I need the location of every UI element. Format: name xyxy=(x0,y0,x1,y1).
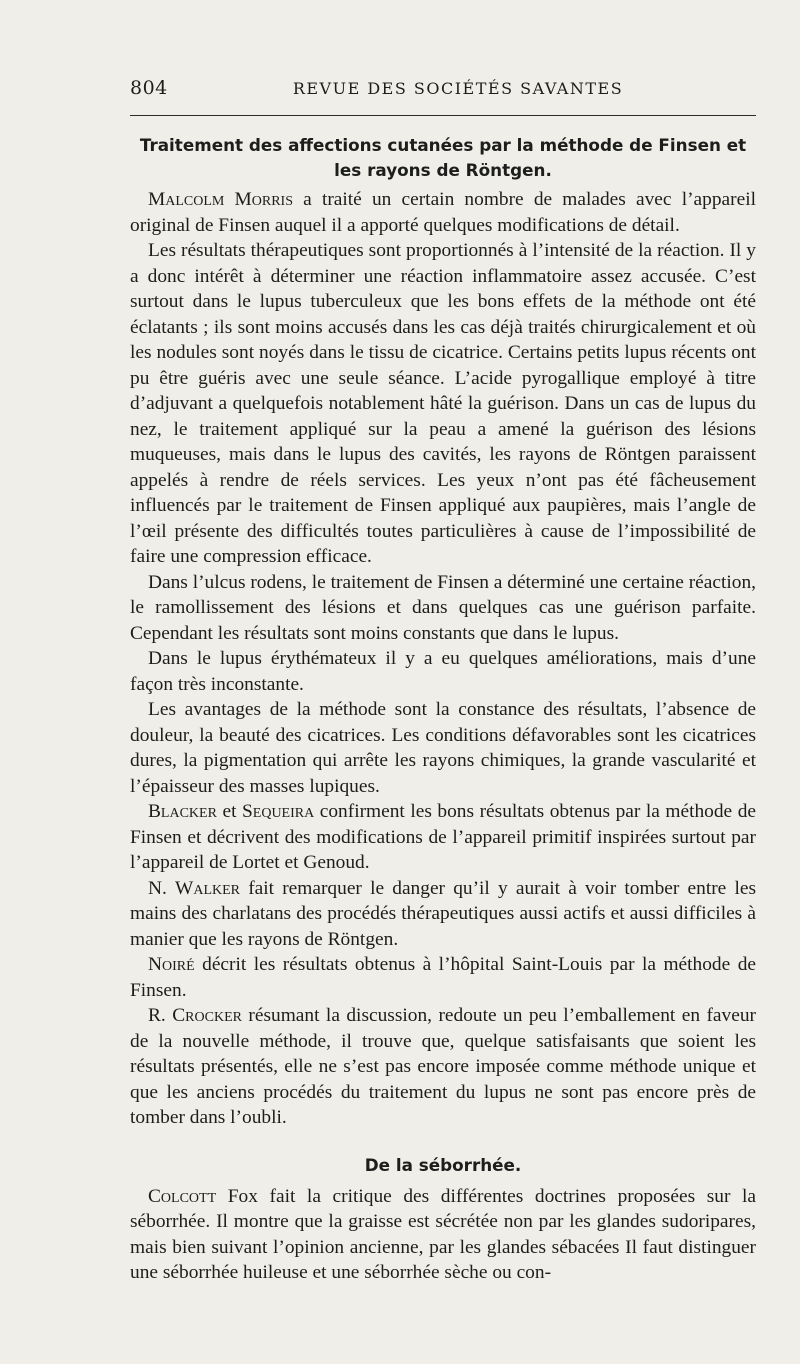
paragraph-blacker-sequeira: Blacker et Sequeira confirment les bons résultats obtenus par la méthode de Finsen et décrivent des modifications de l’appareil primitif inspirées surtout par l’appareil de Lortet et Genoud. xyxy=(130,801,756,873)
page-number: 804 xyxy=(130,77,168,99)
paragraph-colcott-fox: Colcott Fox fait la critique des différentes doctrines proposées sur la séborrhée. Il montre que la graisse est sécrétée non par les glandes sudoripares, mais bien suivant l’opinion ancienne, par les glandes sébacées Il faut distinguer une séborrhée huileuse et une séborrhée sèche ou con- xyxy=(130,1185,756,1283)
section-title-seborrhee: De la séborrhée. xyxy=(364,1154,522,1175)
section-spacer xyxy=(130,1131,756,1153)
author-name: Blacker xyxy=(148,801,217,822)
author-name: Sequeira xyxy=(242,801,315,822)
paragraph-avantages: Les avantages de la méthode sont la constance des résultats, l’absence de douleur, la beauté des cicatrices. Les conditions défavorables sont les cicatrices dures, la pigmentation qui arrête les rayons chimiques, la grande vascularité et l’épaisseur des masses lupiques. xyxy=(130,699,756,797)
author-name: Noiré xyxy=(148,954,195,975)
paragraph-morris: Malcolm Morris a traité un certain nombre de malades avec l’appareil original de Finsen auquel il a apporté quelques modifications de détail. xyxy=(130,189,756,236)
author-name: Malcolm Morris xyxy=(148,189,293,210)
paragraph-walker: N. Walker fait remarquer le danger qu’il y aurait à voir tomber entre les mains des charlatans des procédés thérapeutiques aussi actifs et aussi difficiles à manier que les rayons de Röntgen. xyxy=(130,877,756,950)
header-rule xyxy=(130,115,756,116)
running-head xyxy=(130,75,756,103)
paragraph-crocker: R. Crocker résumant la discussion, redoute un peu l’emballement en faveur de la nouvelle méthode, il trouve que, quelque satisfaisants que soient les résultats présentés, elle ne s’est pas encore imposée comme méthode unique et que les anciens procédés du traitement du lupus ne sont pas encore près de tomber dans l’oubli. xyxy=(130,1005,756,1128)
article-body xyxy=(130,133,756,1286)
journal-title: REVUE DES SOCIÉTÉS SAVANTES xyxy=(292,79,624,98)
paragraph-results: Les résultats thérapeutiques sont proportionnés à l’intensité de la réaction. Il y a donc intérêt à déterminer une réaction inflammatoire assez accusée. C’est surtout dans le lupus tuberculeux que les bons effets de la méthode ont été éclatants ; ils sont moins accusés dans les cas déjà traités chirurgicalement et où les nodules sont noyés dans le tissu de cicatrice. Certains petits lupus récents ont pu être guéris avec une seule séance. L’acide pyrogallique employé à titre d’adjuvant a quelquefois notablement hâté la guérison. Dans un cas de lupus du nez, le traitement appliqué sur la peau a amené la guérison des lésions muqueuses, mais dans le lupus des cavités, les rayons de Röntgen paraissent appelés à rendre de réels services. Les yeux n’ont pas été fâcheusement influencés par le traitement de Finsen appliqué aux paupières, mais l’angle de l’œil présente des difficultés toutes particulières à cause de l’impossibilité de faire une compression efficace. xyxy=(130,240,756,567)
paragraph-noire: Noiré décrit les résultats obtenus à l’hôpital Saint-Louis par la méthode de Finsen. xyxy=(130,954,756,1001)
author-name: Crocker xyxy=(172,1005,242,1026)
author-name: Colcott xyxy=(148,1185,217,1207)
paragraph-lupus-erythemateux: Dans le lupus érythémateux il y a eu quelques améliorations, mais d’une façon très inconstante. xyxy=(130,648,756,695)
section-title-finsen: Traitement des affections cutanées par la méthode de Finsen et les rayons de Röntgen. xyxy=(139,135,747,180)
author-name: Walker xyxy=(175,877,241,899)
paragraph-ulcus-rodens: Dans l’ulcus rodens, le traitement de Finsen a déterminé une certaine réaction, le ramollissement des lésions et dans quelques cas une guérison parfaite. Cependant les résultats sont moins constants que dans le lupus. xyxy=(130,571,756,644)
